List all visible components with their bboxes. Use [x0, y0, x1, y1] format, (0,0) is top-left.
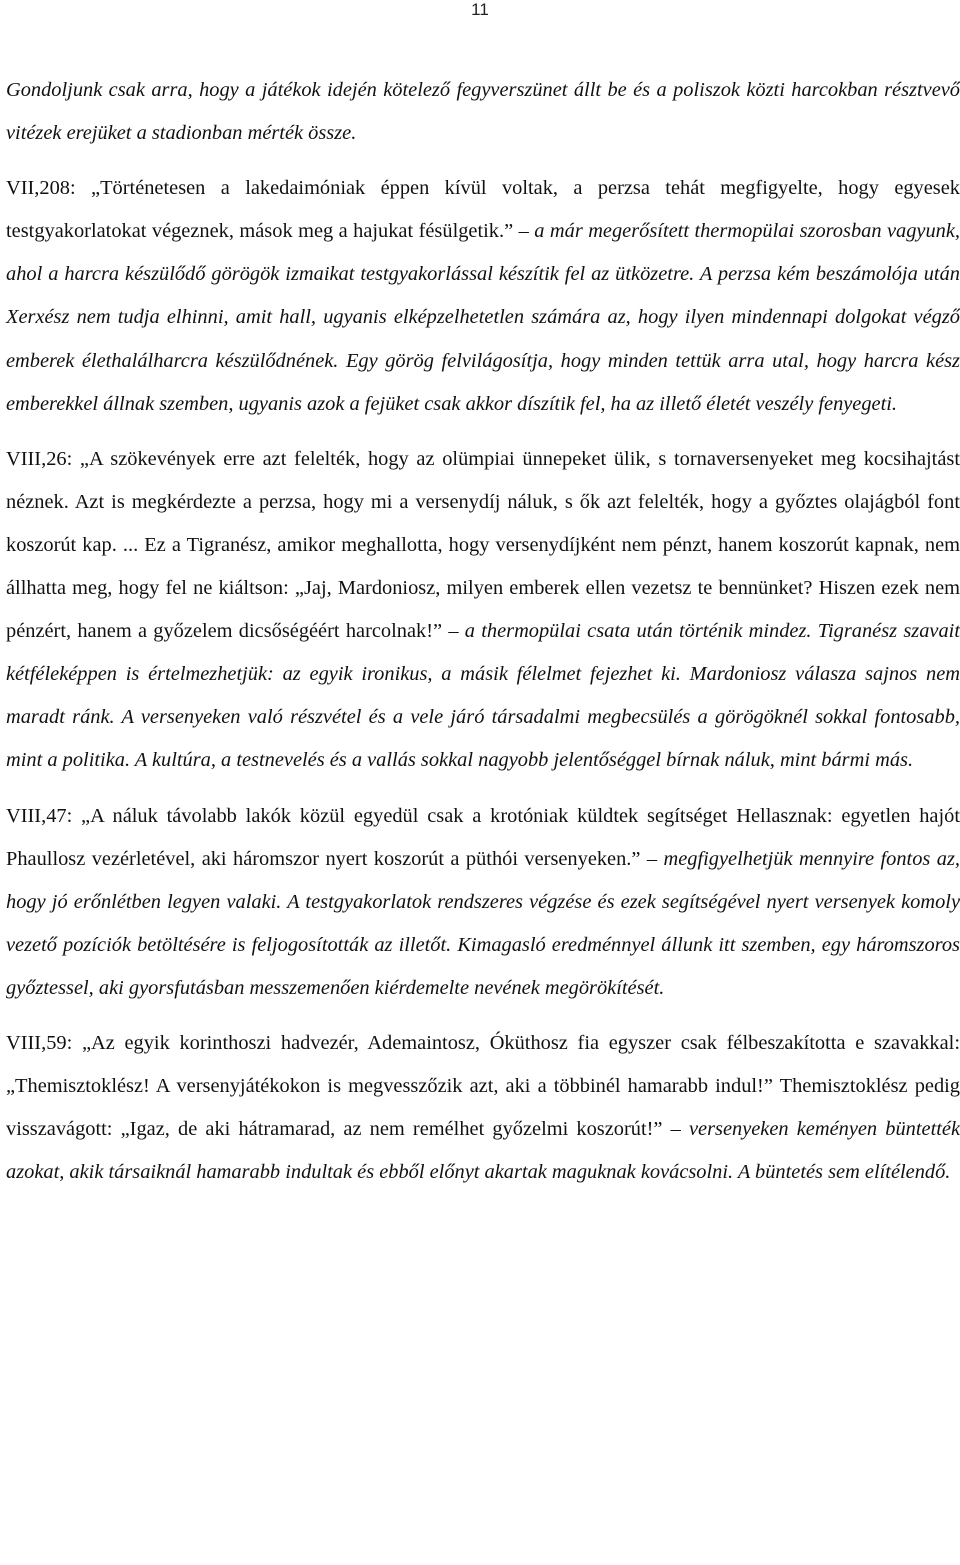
quote-segment: VIII,26: „A szökevények erre azt felelték, hogy az olümpiai ünnepeket ülik, s tornaversenyeket meg kocsihajtást néznek. Azt is megkérdezte a perzsa, hogy mi a versenydíj náluk, s ők azt felelték, hogy a győztes olajágból font koszorút kap. ... Ez a Tigranész, amikor meghallotta, hogy versenydíjként nem pénzt, hanem koszorút kapnak, nem állhatta meg, hogy fel ne kiáltson: „Jaj, Mardoniosz, milyen emberek ellen vezetsz te bennünket? Hiszen ezek nem pénzért, hanem a győzelem dicsőségéért harcolnak!” — [6, 447, 960, 643]
page-number: 11 — [471, 0, 489, 19]
paragraph-2 — [6, 167, 960, 426]
paragraph-1 — [6, 69, 960, 155]
commentary-segment: – a thermopülai csata után történik mindez. Tigranész szavait kétféleképpen is értelmezhetjük: az egyik ironikus, a másik félelmet fejezhet ki. Mardoniosz válasza sajnos nem maradt ránk. A versenyeken való részvétel és a vele járó társadalmi megbecsülés a görögöknél sokkal fontosabb, mint a politika. A kultúra, a testnevelés és a vallás sokkal nagyobb jelentőséggel bírnak náluk, mint bármi más. — [6, 620, 960, 772]
document-body — [6, 69, 960, 1194]
paragraph-5 — [6, 1022, 960, 1194]
quote-segment: VIII,47: „A náluk távolabb lakók közül egyedül csak a krotóniak küldtek segítséget Hellasznak: egyetlen hajót Phaullosz vezérletével, aki háromszor nyert koszorút a püthói versenyeken.” — [6, 804, 960, 870]
commentary-segment: – megfigyelhetjük mennyire fontos az, hogy jó erőnlétben legyen valaki. A testgyakorlatok rendszeres végzése és ezek segítségével nyert versenyek komoly vezető pozíciók betöltésére is feljogosították az illetőt. Kimagasló eredménnyel állunk itt szemben, egy háromszoros győztessel, aki gyorsfutásban messzemenően kiérdemelte nevének megörökítését. — [6, 847, 960, 999]
quote-segment: VIII,59: „Az egyik korinthoszi hadvezér, Ademaintosz, Óküthosz fia egyszer csak félbeszakította e szavakkal: „Themisztoklész! A versenyjátékokon is megvesszőzik azt, aki a többinél hamarabb indul!” Themisztoklész pedig visszavágott: „Igaz, de aki hátramarad, az nem remélhet győzelmi koszorút!” — [6, 1031, 960, 1141]
commentary-segment: – a már megerősített thermopülai szorosban vagyunk, ahol a harcra készülődő görögök izmaikat testgyakorlással készítik fel az ütközetre. A perzsa kém beszámolója után Xerxész nem tudja elhinni, amit hall, ugyanis elképzelhetetlen számára az, hogy ilyen mindennapi dolgokat végző emberek élethalálharcra készülődnének. Egy görög felvilágosítja, hogy minden tettük arra utal, hogy harcra kész emberekkel állnak szemben, ugyanis azok a fejüket csak akkor díszítik fel, ha az illető életét veszély fenyegeti. — [6, 220, 960, 415]
paragraph-3 — [6, 438, 960, 783]
commentary-segment: – versenyeken keményen büntették azokat, akik társaiknál hamarabb indultak és ebből előnyt akartak maguknak kovácsolni. A büntetés sem elítélendő. — [6, 1118, 960, 1184]
paragraph-4 — [6, 795, 960, 1010]
text-segment: Gondoljunk csak arra, hogy a játékok idején kötelező fegyverszünet állt be és a poliszok közti harcokban résztvevő vitézek erejüket a stadionban mérték össze. — [6, 79, 960, 145]
quote-segment: VII,208: „Történetesen a lakedaimóniak éppen kívül voltak, a perzsa tehát megfigyelte, hogy egyesek testgyakorlatokat végeznek, mások meg a hajukat fésülgetik.” — [6, 177, 960, 243]
